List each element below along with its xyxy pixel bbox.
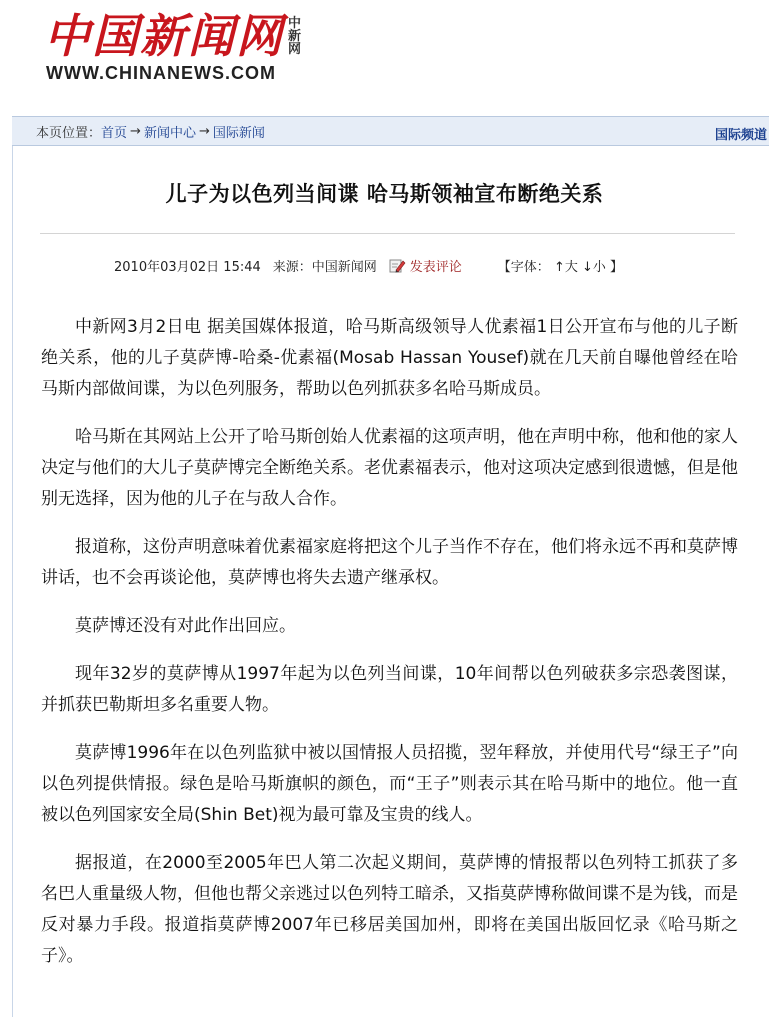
article-paragraph: 莫萨博1996年在以色列监狱中被以国情报人员招揽，翌年释放，并使用代号“绿王子”向以色列提供情报。绿色是哈马斯旗帜的颜色，而“王子”则表示其在哈马斯中的地位。他一直被以色列国家安全局(Shin Bet)视为最可靠及宝贵的线人。 (41, 743, 738, 825)
article-paragraph: 莫萨博还没有对此作出回应。 (75, 616, 296, 636)
article-meta (114, 256, 623, 274)
breadcrumb-arrow: → (198, 123, 210, 139)
comment-button[interactable] (389, 256, 462, 275)
logo-url-text: WWW.CHINANEWS.COM (46, 63, 276, 83)
breadcrumb-label: 本页位置： (36, 125, 102, 141)
logo-chinese-text: 中国新闻网 (44, 9, 284, 63)
breadcrumb-world-news-link[interactable]: 国际新闻 (212, 125, 265, 141)
font-size-control: 【字体： ↑大 ↓小 】 (497, 259, 624, 275)
article-datetime: 2010年03月02日 15:44 (114, 259, 261, 275)
comment-link[interactable]: 发表评论 (409, 259, 462, 275)
title-divider (40, 233, 735, 234)
logo-small-text: 中 新 网 (288, 16, 302, 57)
breadcrumb-home-link[interactable]: 首页 (101, 125, 128, 141)
font-bigger-link[interactable]: ↑大 (553, 259, 578, 275)
article-source: 来源：中国新闻网 (272, 259, 377, 275)
breadcrumb (12, 116, 769, 146)
site-header (0, 0, 769, 116)
article-paragraph: 现年32岁的莫萨博从1997年起为以色列当间谍，10年间帮以色列破获多宗恐袭图谋，并抓获巴勒斯坦多名重要人物。 (41, 664, 738, 715)
breadcrumb-news-center-link[interactable]: 新闻中心 (143, 125, 196, 141)
article-paragraph: 据报道，在2000至2005年巴人第二次起义期间，莫萨博的情报帮以色列特工抓获了多名巴人重量级人物，但他也帮父亲逃过以色列特工暗杀，又指莫萨博称做间谍不是为钱，而是反对暴力手段。报道指莫萨博2007年已移居美国加州，即将在美国出版回忆录《哈马斯之子》。 (41, 853, 738, 966)
article-paragraph: 报道称，这份声明意味着优素福家庭将把这个儿子当作不存在，他们将永远不再和莫萨博讲话，也不会再谈论他，莫萨博也将失去遗产继承权。 (41, 537, 738, 588)
channel-link[interactable]: 国际频道 (714, 128, 767, 143)
breadcrumb-arrow: → (130, 123, 141, 139)
pen-icon (389, 257, 406, 274)
site-logo[interactable] (44, 10, 301, 62)
article-paragraph: 哈马斯在其网站上公开了哈马斯创始人优素福的这项声明，他在声明中称，他和他的家人决定与他们的大儿子莫萨博完全断绝关系。老优素福表示，他对这项决定感到很遗憾，但是他别无选择，因为他的儿子在与敌人合作。 (41, 427, 738, 509)
article-paragraph: 中新网3月2日电 据美国媒体报道，哈马斯高级领导人优素福1日公开宣布与他的儿子断绝关系，他的儿子莫萨博-哈桑-优素福(Mosab Hassan Yousef)就在几天前自曝他曾经在哈马斯内部做间谍，为以色列服务，帮助以色列抓获多名哈马斯成员。 (41, 317, 738, 399)
font-smaller-link[interactable]: ↓小 (582, 259, 606, 275)
article-body (41, 312, 738, 989)
article-title: 儿子为以色列当间谍 哈马斯领袖宣布断绝关系 (165, 182, 604, 206)
